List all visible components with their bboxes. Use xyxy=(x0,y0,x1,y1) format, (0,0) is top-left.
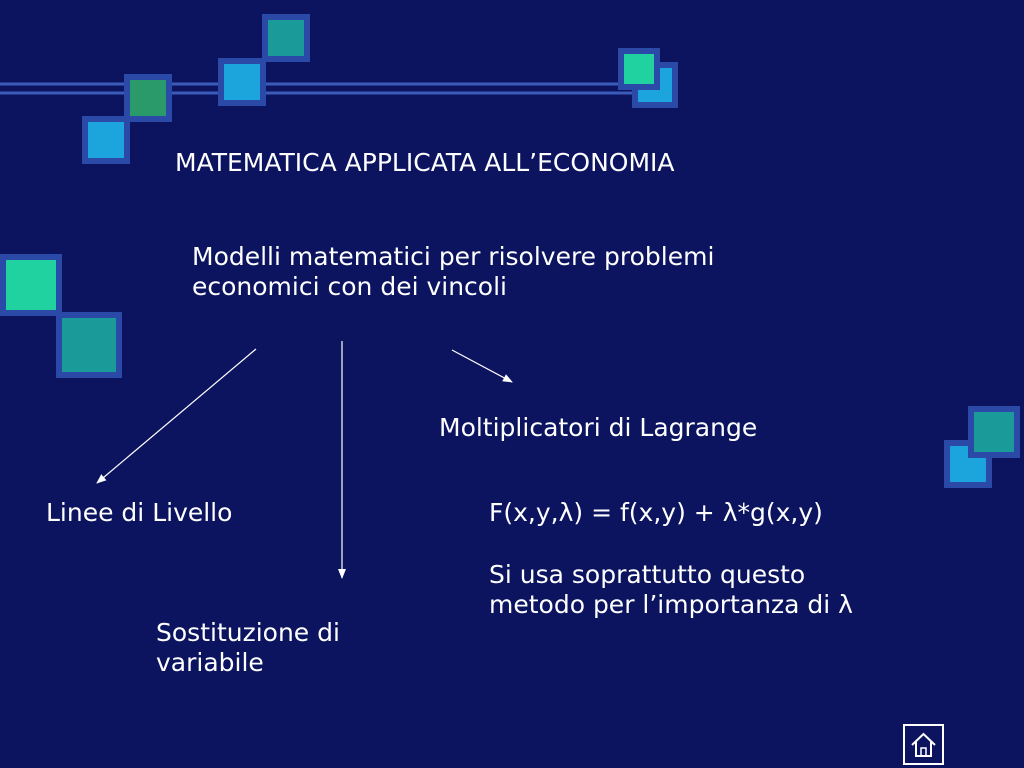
slide-subtitle: Modelli matematici per risolvere problemi economici con dei vincoli xyxy=(192,242,715,301)
right-squares xyxy=(944,406,1020,488)
lagrange-note: Si usa soprattutto questo metodo per l’importanza di λ xyxy=(489,560,853,619)
branch-sostituzione: Sostituzione di variabile xyxy=(156,618,340,677)
branch-livello: Linee di Livello xyxy=(46,498,233,527)
top-right-squares xyxy=(618,48,678,108)
slide-title: MATEMATICA APPLICATA ALL’ECONOMIA xyxy=(175,148,675,177)
lagrange-formula: F(x,y,λ) = f(x,y) + λ*g(x,y) xyxy=(489,498,823,527)
left-squares xyxy=(0,254,122,378)
home-icon xyxy=(909,730,938,759)
arrow-to-lagrange xyxy=(452,350,512,382)
flow-arrows xyxy=(97,341,512,578)
home-button[interactable] xyxy=(903,724,944,765)
branch-lagrange: Moltiplicatori di Lagrange xyxy=(439,413,758,442)
top-rule xyxy=(0,84,650,93)
top-left-squares xyxy=(82,14,310,164)
